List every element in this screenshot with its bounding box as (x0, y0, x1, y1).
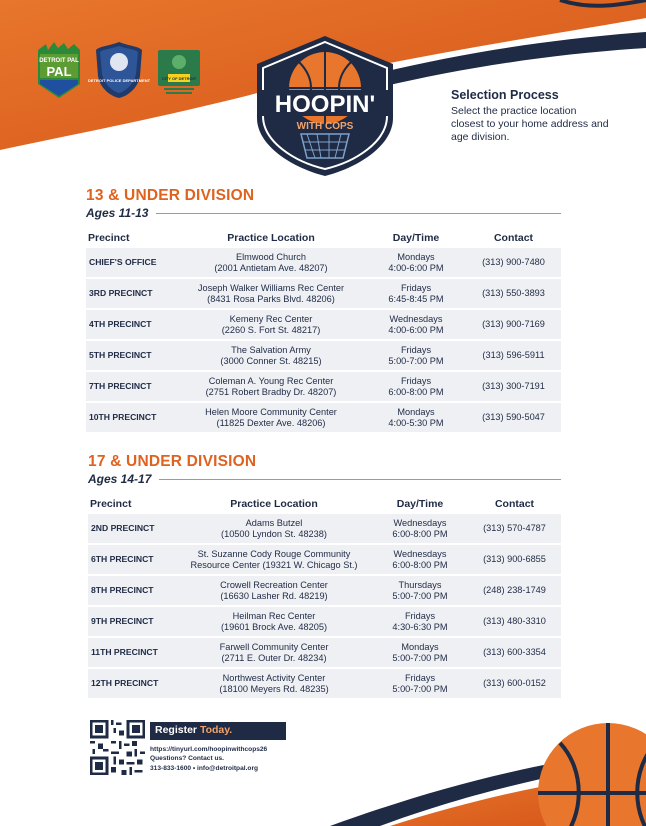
location-address: (11825 Dexter Ave. 48206) (216, 417, 326, 428)
ages-row (88, 472, 561, 486)
ages-divider (156, 213, 561, 214)
location-address: (18100 Meyers Rd. 48235) (219, 683, 329, 694)
cell-precinct: 4TH PRECINCT (86, 310, 176, 339)
location-address: Resource Center (19321 W. Chicago St.) (190, 559, 358, 570)
division-title: 17 & UNDER DIVISION (88, 453, 257, 470)
location-address: (2260 S. Fort St. 48217) (221, 324, 321, 335)
table-row (88, 607, 561, 636)
location-name: St. Suzanne Cody Rouge Community (197, 548, 351, 559)
cell-contact: (313) 600-3354 (468, 638, 561, 667)
detroit-police-logo (87, 40, 151, 100)
location-address: (3000 Conner St. 48215) (220, 355, 322, 366)
cell-daytime (372, 669, 468, 698)
cell-location (176, 310, 366, 339)
footer-contact-info (150, 745, 350, 773)
cell-location (176, 514, 372, 543)
practice-day: Thursdays (398, 579, 442, 590)
practice-time: 5:00-7:00 PM (388, 355, 444, 366)
ages-label: Ages 11-13 (86, 206, 149, 220)
svg-text:PAL: PAL (46, 64, 72, 79)
practice-day: Fridays (404, 610, 436, 621)
cell-contact: (313) 570-4787 (468, 514, 561, 543)
practice-time: 5:00-7:00 PM (392, 590, 448, 601)
cell-precinct: 3RD PRECINCT (86, 279, 176, 308)
division-title: 13 & UNDER DIVISION (86, 187, 255, 204)
practice-day: Wednesdays (393, 517, 447, 528)
table-row (86, 341, 561, 370)
ages-divider (159, 479, 561, 480)
ages-row (86, 206, 561, 220)
location-name: Coleman A. Young Rec Center (208, 375, 334, 386)
practice-day: Fridays (400, 344, 432, 355)
location-name: Helen Moore Community Center (205, 406, 337, 417)
division-13-under (86, 187, 561, 434)
register-banner[interactable] (150, 722, 286, 740)
cell-location (176, 341, 366, 370)
practice-time: 5:00-7:00 PM (392, 652, 448, 663)
col-precinct: Precinct (90, 497, 132, 510)
table-row (86, 403, 561, 432)
register-label: Register (155, 724, 198, 736)
table-row (88, 576, 561, 605)
col-precinct: Precinct (88, 231, 130, 244)
location-address: (8431 Rosa Parks Blvd. 48206) (207, 293, 335, 304)
table-row (88, 669, 561, 698)
cell-daytime (366, 310, 466, 339)
table-row (86, 279, 561, 308)
cell-precinct: CHIEF'S OFFICE (86, 248, 176, 277)
practice-day: Mondays (397, 251, 435, 262)
cell-precinct: 9TH PRECINCT (88, 607, 176, 636)
table-row (88, 514, 561, 543)
practice-day: Mondays (397, 406, 435, 417)
col-daytime: Day/Time (392, 231, 440, 244)
cell-contact: (313) 300-7191 (466, 372, 561, 401)
hoopin-with-cops-logo (245, 30, 405, 180)
cell-daytime (366, 279, 466, 308)
questions-line: Questions? Contact us. (150, 755, 225, 763)
contact-line: 313-833-1600 • info@detroitpal.org (150, 764, 259, 772)
cell-precinct: 8TH PRECINCT (88, 576, 176, 605)
cell-contact: (313) 596-5911 (466, 341, 561, 370)
col-contact: Contact (494, 497, 535, 510)
location-name: The Salvation Army (231, 344, 311, 355)
location-address: (19601 Brock Ave. 48205) (220, 621, 328, 632)
cell-location (176, 545, 372, 574)
practice-time: 4:00-6:00 PM (388, 324, 444, 335)
hero-title: HOOPIN' (274, 91, 376, 118)
cell-contact: (313) 900-6855 (468, 545, 561, 574)
cell-location (176, 248, 366, 277)
city-of-detroit-logo (154, 40, 204, 100)
cell-contact: (313) 600-0152 (468, 669, 561, 698)
selection-body: Select the practice location closest to your home address and age division. (451, 105, 609, 143)
location-name: Adams Butzel (245, 517, 303, 528)
practice-day: Wednesdays (393, 548, 447, 559)
cell-daytime (372, 514, 468, 543)
basketball-graphic (530, 715, 646, 826)
table-row (88, 545, 561, 574)
cell-daytime (372, 545, 468, 574)
practice-time: 4:00-5:30 PM (388, 417, 444, 428)
cell-location (176, 576, 372, 605)
cell-precinct: 10TH PRECINCT (86, 403, 176, 432)
location-name: Farwell Community Center (219, 641, 329, 652)
detroit-pal-logo (34, 40, 84, 100)
location-name: Northwest Activity Center (222, 672, 326, 683)
cell-precinct: 11TH PRECINCT (88, 638, 176, 667)
cell-location (176, 638, 372, 667)
cell-contact: (313) 900-7480 (466, 248, 561, 277)
cell-contact: (313) 900-7169 (466, 310, 561, 339)
cell-daytime (366, 403, 466, 432)
practice-day: Mondays (401, 641, 439, 652)
selection-process (451, 88, 611, 144)
practice-day: Fridays (400, 282, 432, 293)
police-logo-text: DETROIT POLICE DEPARTMENT (87, 78, 151, 83)
selection-heading: Selection Process (451, 88, 559, 102)
practice-time: 6:00-8:00 PM (388, 386, 444, 397)
location-name: Crowell Recreation Center (220, 579, 328, 590)
hero-subtitle: WITH COPS (296, 121, 354, 132)
partner-logos (34, 40, 204, 100)
registration-url[interactable]: https://tinyurl.com/hoopinwithcops26 (150, 746, 268, 753)
table-row (86, 248, 561, 277)
col-location: Practice Location (230, 497, 318, 510)
cell-location (176, 403, 366, 432)
table-row (86, 372, 561, 401)
location-name: Joseph Walker Williams Rec Center (197, 282, 345, 293)
cell-contact: (313) 480-3310 (468, 607, 561, 636)
table-header-row (88, 495, 561, 512)
location-name: Kemeny Rec Center (229, 313, 313, 324)
cell-contact: (248) 238-1749 (468, 576, 561, 605)
cell-precinct: 2ND PRECINCT (88, 514, 176, 543)
location-name: Elmwood Church (236, 251, 306, 262)
ages-label: Ages 14-17 (88, 472, 152, 486)
cell-location (176, 607, 372, 636)
schedule-table-17 (88, 493, 561, 700)
practice-time: 4:00-6:00 PM (388, 262, 444, 273)
cell-contact: (313) 590-5047 (466, 403, 561, 432)
location-address: (2751 Robert Bradby Dr. 48207) (205, 386, 337, 397)
location-address: (10500 Lyndon St. 48238) (221, 528, 327, 539)
location-address: (2711 E. Outer Dr. 48234) (221, 652, 327, 663)
col-contact: Contact (493, 231, 534, 244)
cell-location (176, 372, 366, 401)
division-17-under (88, 453, 561, 700)
schedule-table-13 (86, 227, 561, 434)
practice-time: 6:00-8:00 PM (392, 528, 448, 539)
location-name: Heilman Rec Center (232, 610, 316, 621)
practice-time: 5:00-7:00 PM (392, 683, 448, 694)
registration-qr-code[interactable] (90, 720, 145, 775)
cell-precinct: 7TH PRECINCT (86, 372, 176, 401)
cell-daytime (372, 576, 468, 605)
cell-daytime (372, 638, 468, 667)
cell-location (176, 279, 366, 308)
cell-contact: (313) 550-3893 (466, 279, 561, 308)
table-row (86, 310, 561, 339)
cell-daytime (372, 607, 468, 636)
practice-day: Wednesdays (389, 313, 443, 324)
practice-time: 6:45-8:45 PM (388, 293, 444, 304)
col-location: Practice Location (227, 231, 315, 244)
practice-time: 6:00-8:00 PM (392, 559, 448, 570)
cell-location (176, 669, 372, 698)
city-logo-text: CITY OF DETROIT (161, 76, 197, 81)
practice-day: Fridays (404, 672, 436, 683)
cell-precinct: 5TH PRECINCT (86, 341, 176, 370)
cell-daytime (366, 248, 466, 277)
cell-precinct: 12TH PRECINCT (88, 669, 176, 698)
cell-precinct: 6TH PRECINCT (88, 545, 176, 574)
table-header-row (86, 229, 561, 246)
location-address: (16630 Lasher Rd. 48219) (220, 590, 328, 601)
register-today: Today. (199, 724, 233, 736)
cell-daytime (366, 372, 466, 401)
practice-time: 4:30-6:30 PM (392, 621, 448, 632)
cell-daytime (366, 341, 466, 370)
practice-day: Fridays (400, 375, 432, 386)
table-row (88, 638, 561, 667)
location-address: (2001 Antietam Ave. 48207) (214, 262, 328, 273)
col-daytime: Day/Time (396, 497, 444, 510)
pal-logo-detroit-text: DETROIT PAL (39, 58, 79, 64)
